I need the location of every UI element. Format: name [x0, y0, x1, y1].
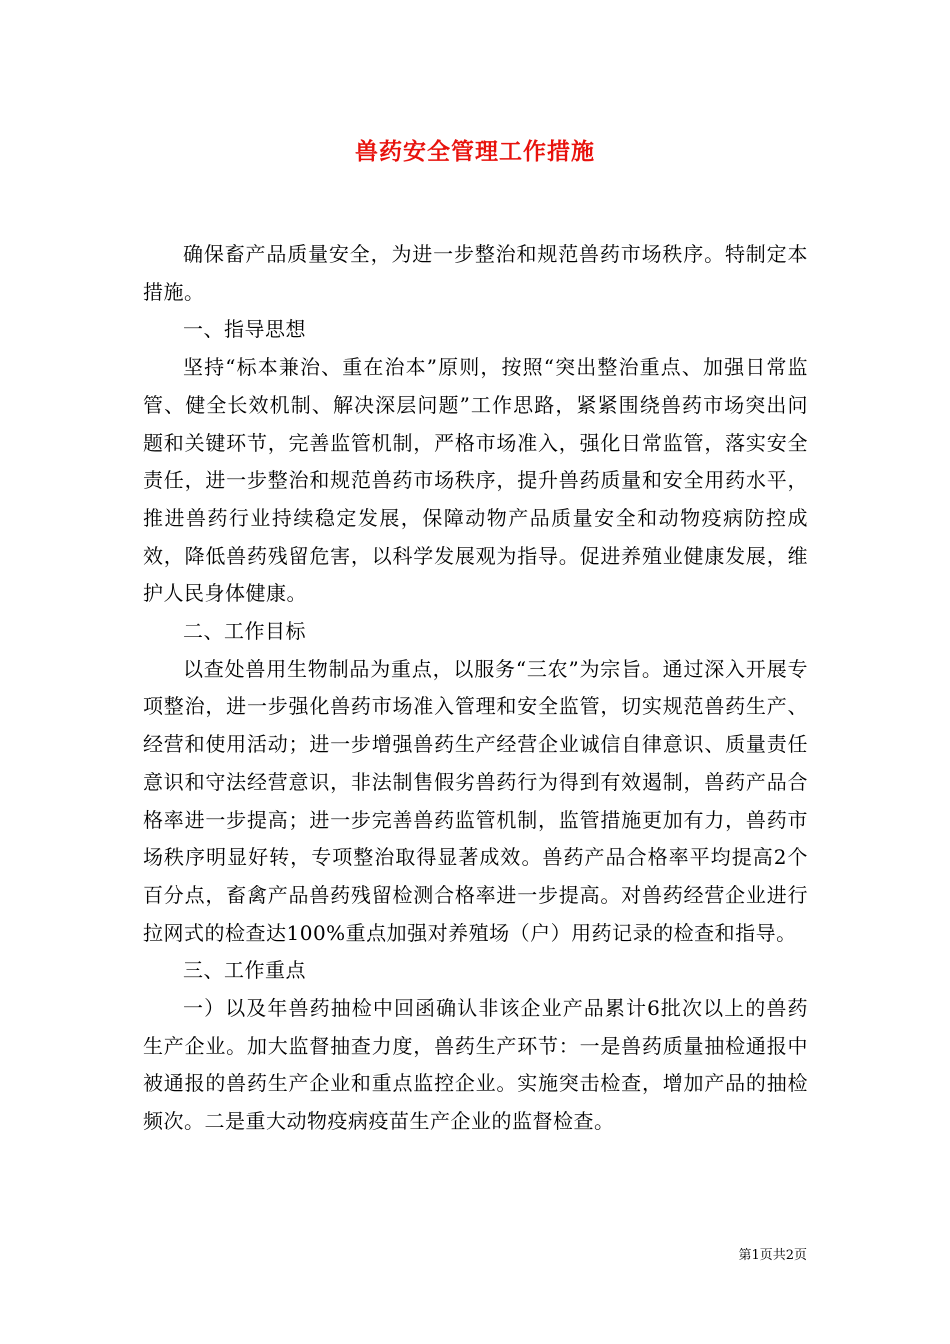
- section-heading-work-focus: 三、工作重点: [183, 958, 306, 983]
- page-indicator: 第1页共2页: [738, 1248, 807, 1263]
- work-goals-paragraph: 以查处兽用生物制品为重点，以服务“三农”为宗旨。通过深入开展专项整治，进一步强化兽药市场准入管理和安全监管，切实规范兽药生产、经营和使用活动；进一步增强兽药生产经营企业诚信自律意识、质量责任意识和守法经营意识，非法制售假劣兽药行为得到有效遏制，兽药产品合格率进一步提高；进一步完善兽药监管机制，监管措施更加有力，兽药市场秩序明显好转，专项整治取得显著成效。兽药产品合格率平均提高2个百分点，畜禽产品兽药残留检测合格率进一步提高。对兽药经营企业进行拉网式的检查达100%重点加强对养殖场（户）用药记录的检查和指导。: [143, 656, 808, 945]
- intro-paragraph: 确保畜产品质量安全，为进一步整治和规范兽药市场秩序。特制定本措施。: [143, 242, 808, 304]
- work-focus-paragraph: 一）以及年兽药抽检中回函确认非该企业产品累计6批次以上的兽药生产企业。加大监督抽查力度，兽药生产环节：一是兽药质量抽检通报中被通报的兽药生产企业和重点监控企业。实施突击检查，增加产品的抽检频次。二是重大动物疫病疫苗生产企业的监督检查。: [143, 996, 808, 1134]
- document-title: 兽药安全管理工作措施: [355, 138, 595, 165]
- section-heading-work-goals: 二、工作目标: [183, 619, 306, 644]
- document-body: [143, 236, 808, 1141]
- guiding-ideology-paragraph: 坚持“标本兼治、重在治本”原则，按照“突出整治重点、加强日常监管、健全长效机制、解决深层问题”工作思路，紧紧围绕兽药市场突出问题和关键环节，完善监管机制，严格市场准入，强化日常监管，落实安全责任，进一步整治和规范兽药市场秩序，提升兽药质量和安全用药水平，推进兽药行业持续稳定发展，保障动物产品质量安全和动物疫病防控成效，降低兽药残留危害，以科学发展观为指导。促进养殖业健康发展，维护人民身体健康。: [143, 355, 808, 606]
- section-heading-guiding-ideology: 一、指导思想: [183, 317, 306, 342]
